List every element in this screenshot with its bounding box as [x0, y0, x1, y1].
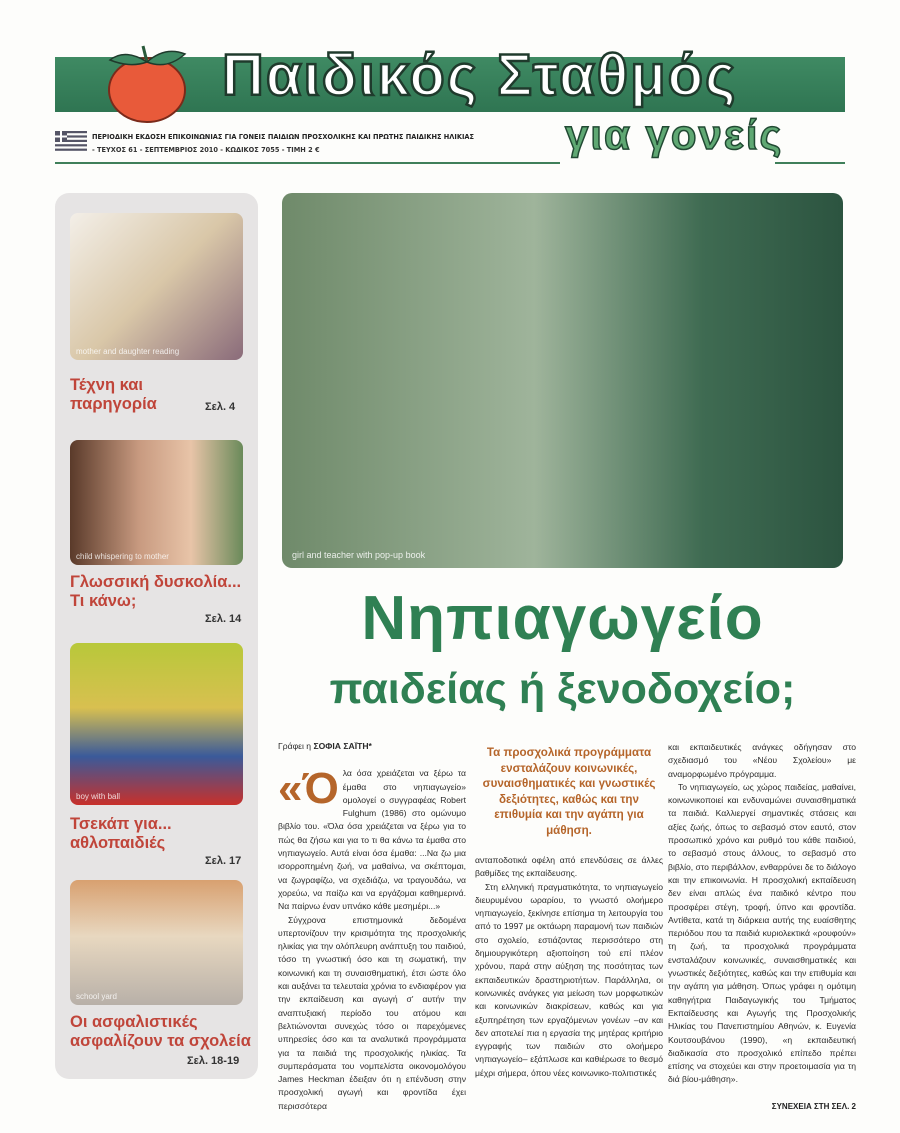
pull-quote: Τα προσχολικά προγράμματα ενσταλάζουν κοινωνικές, συναισθηματικές και γνωστικές δεξιότητες, καθώς και την επιθυμία και την αγάπη για μάθηση. — [482, 746, 656, 837]
sidebar-image[interactable]: school yard — [70, 880, 243, 1005]
sidebar-image[interactable]: boy with ball — [70, 643, 243, 805]
article-column-1: Γράφει η ΣΟΦΙΑ ΣΑΪΤΗ* «Όλα όσα χρειάζεται να ξέρω τα έμαθα στο νηπιαγωγείο» ομολογεί ο συγγραφέας Robert Fulghum (1986) στο ομώνυμο βιβλίο του. «Όλα όσα χρειάζεται να ξέρω για το πώς θα ζήσω και για το τι θα κάνω τα έμαθα στο νηπιαγωγείο. Αυτά είναι όσα έμαθα: ...Να ζω μια ισορροπημένη ζωή, να μαθαίνω, να σκέπτομαι, να ζωγραφίζω, να σχεδιάζω, να τραγουδάω, να χορεύω, να παίζω και να εργάζομαι καθημερινά. Να παίρνω έναν υπνάκο κάθε μεσημέρι...» Σύγχρονα επιστημονικά δεδομένα υπερτονίζουν την κρισιμότητα της προσχολικής ηλικίας για την ολόπλευρη ανάπτυξη του παιδιού, τόσο τη γνωστική όσο και τη σωματική, την κοινωνική και τη συναισθηματική, έτσι ώστε όλο και αυξάνει τα τελευταία χρόνια το ενδιαφέρον για την εκπαίδευση και αγωγή σ' αυτήν την αναπτυξιακή περίοδο του ατόμου και βελτιώνονται συνεχώς τόσο οι παρεχόμενες υπηρεσίες όσο και τα αναλυτικά προγράμματα για τα παιδιά της προσχολικής ηλικίας. Τα συμπεράσματα του νομπελίστα οικονομολόγου James Heckman έδειξαν ότι η επένδυση στην προσχολική αγωγή και φροντίδα έχει περισσότερα — [278, 741, 466, 1111]
sidebar-item-title[interactable]: Τέχνη και παρηγορία — [70, 376, 157, 413]
sidebar-item-title[interactable]: Γλωσσική δυσκολία... Τι κάνω; — [70, 573, 242, 610]
sidebar-image[interactable]: child whispering to mother — [70, 440, 243, 565]
byline: Γράφει η ΣΟΦΙΑ ΣΑΪΤΗ* — [278, 741, 372, 751]
headline-sub: παιδείας ή ξενοδοχείο; — [329, 665, 796, 713]
page-ref: Σελ. 17 — [205, 855, 242, 867]
page-ref: Σελ. 4 — [205, 401, 236, 413]
continued-link[interactable]: ΣΥΝΕΧΕΙΑ ΣΤΗ ΣΕΛ. 2 — [771, 1101, 856, 1111]
divider — [775, 162, 845, 164]
issue-line: - ΤΕΥΧΟΣ 61 - ΣΕΠΤΕΜΒΡΙΟΣ 2010 - ΚΩΔΙΚΟΣ 7055 - ΤΙΜΗ 2 € — [92, 146, 320, 154]
divider — [55, 162, 560, 164]
headline: Νηπιαγωγείο — [361, 584, 764, 653]
article-column-2: Τα προσχολικά προγράμματα ενσταλάζουν κοινωνικές, συναισθηματικές και γνωστικές δεξιότητες, καθώς και την επιθυμία και την αγάπη για μάθηση. ανταποδοτικά οφέλη από επενδύσεις σε άλλες βαθμίδες της εκπαίδευσης. Στη ελληνική πραγματικότητα, το νηπιαγωγείο διευρυμένου ωραρίου, το γνωστό ολοήμερο νηπιαγωγείο, ξεκίνησε επίσημα τη λειτουργία του από το 1997 με οκτάωρη παραμονή των παιδιών στο σχολείο, εστιάζοντας περισσότερο στη δημιουργικότερη αξιοποίηση τού επί πλέον χρόνου, παρά στην αύξηση της ποσότητας των εκπαιδευτικών δραστηριοτήτων. Παράλληλα, οι κοινωνικές ανάγκες για μείωση των μορφωτικών και κοινωνικών διακρίσεων, καθώς και για εξυπηρέτηση των εργαζόμενων γονέων –αν και δεν αποτελεί πια η εργασία της μητέρας κριτήριο εγγραφής των παιδιών στο ολοήμερο νηπιαγωγείο– εξάπλωσε και καθιέρωσε το θεσμό μέχρι σήμερα, όπου νέες κοινωνικο-πολιτιστικές — [475, 746, 663, 1078]
greek-flag-icon — [55, 131, 87, 151]
article-column-3: και εκπαιδευτικές ανάγκες οδήγησαν στο σχεδιασμό του «Νέου Σχολείου» με αναμορφωμένο πρόγραμμα. Το νηπιαγωγείο, ως χώρος παιδείας, μαθαίνει, κοινωνικοποιεί και ενδυναμώνει συναισθηματικά τα παιδιά. Καλλιεργεί σημαντικές στάσεις και αξίες ζωής, όπως το σεβασμό στον εαυτό, στον προσωπικό χρόνο και ρυθμό του κάθε παιδιού, το σεβασμό στους άλλους, το σεβασμό στο βιβλίο, στο περιβάλλον, ενθαρρύνει δε το διάλογο και την επικοινωνία. Η προσχολική εκπαίδευση δεν είναι απλώς ένα παιδικό κέντρο που προσφέρει στέγη, τροφή, ύπνο και φροντίδα. Αντίθετα, κατά τη διάρκεια αυτής της ευαίσθητης περιόδου που τα παιδιά κυριολεκτικά «ρουφούν» τη ζωή, τα προσχολικά προγράμματα ενσταλάζουν κοινωνικές, συναισθηματικές και γνωστικές δεξιότητες, καθώς και την επιθυμία και την αγάπη για μάθηση. Όπως γράφει η ομότιμη καθηγήτρια Παιδαγωγικής του Τμήματος Εκπαίδευσης και Αγωγής της Προσχολικής Ηλικίας του Πανεπιστημίου Αθηνών, κ. Ευγενία Κουτσουβάνου (1990), «η εκπαιδευτική διαδικασία στο προσχολικό επίπεδο πρέπει επίσης να στοχεύει και στην προετοιμασία για τη διά βίου-μάθηση». ΣΥΝΕΧΕΙΑ ΣΤΗ ΣΕΛ. 2 — [668, 742, 856, 1111]
hero-image: girl and teacher with pop-up book — [282, 193, 843, 568]
sidebar-image[interactable]: mother and daughter reading — [70, 213, 243, 360]
masthead-tagline: ΠΕΡΙΟΔΙΚΗ ΕΚΔΟΣΗ ΕΠΙΚΟΙΝΩΝΙΑΣ ΓΙΑ ΓΟΝΕΙΣ ΠΑΙΔΙΩΝ ΠΡΟΣΧΟΛΙΚΗΣ ΚΑΙ ΠΡΩΤΗΣ ΠΑΙΔΙΚΗΣ ΗΛΙΚΙΑΣ — [92, 133, 475, 141]
masthead-title: Παιδικός Σταθμός — [222, 43, 738, 108]
sidebar-item-title[interactable]: Οι ασφαλιστικές ασφαλίζουν τα σχολεία — [70, 1013, 251, 1050]
page-ref: Σελ. 18-19 — [187, 1055, 240, 1067]
page-ref: Σελ. 14 — [205, 613, 242, 625]
sidebar — [55, 193, 258, 1079]
tomato-logo-icon — [105, 40, 195, 125]
sidebar-item-title[interactable]: Τσεκάπ για... αθλοπαιδιές — [70, 815, 172, 852]
masthead-subtitle: για γονείς — [565, 111, 784, 158]
drop-cap: «Ό — [278, 764, 339, 814]
